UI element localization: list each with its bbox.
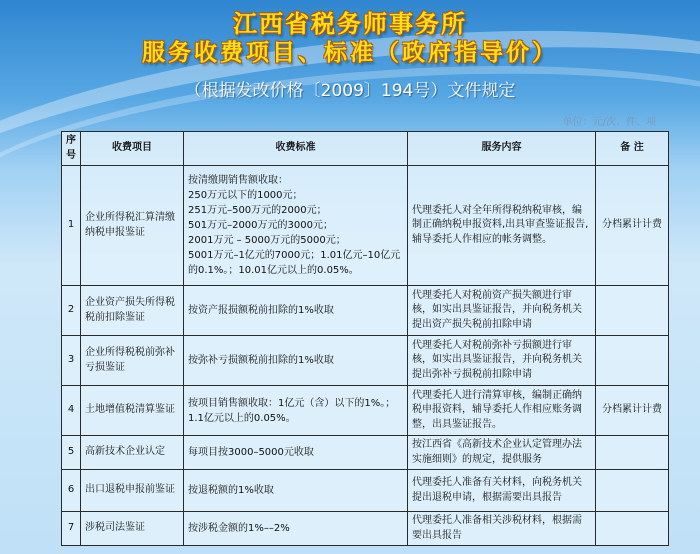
cell-standard — [184, 386, 408, 436]
cell-content: 代理委托人准备相关涉税材料，根据需要出具报告 — [408, 512, 596, 546]
cell-content: 按江西省《高新技术企业认定管理办法实施细则》的规定，提供服务 — [408, 436, 596, 470]
standard-line: 按退税额的1%收取 — [188, 485, 274, 496]
cell-note: 分档累计计费 — [596, 166, 669, 286]
cell-no: 3 — [62, 336, 81, 386]
cell-note: 分档累计计费 — [596, 386, 669, 436]
standard-line: 每项目按3000–5000元收取 — [188, 447, 314, 458]
cell-note — [596, 436, 669, 470]
standard-line: 5001万元–1亿元的7000元；1.01亿元–10亿元的0.1%。；10.01亿元以上的0.05%。 — [188, 250, 401, 276]
cell-standard — [184, 336, 408, 386]
cell-no: 2 — [62, 286, 81, 336]
header-item: 收费项目 — [81, 132, 184, 166]
cell-note — [596, 286, 669, 336]
cell-no: 6 — [62, 470, 81, 512]
header-note: 备 注 — [596, 132, 669, 166]
table-row — [62, 336, 669, 386]
unit-label: 单位：元/次、件、项 — [562, 117, 656, 128]
standard-line: 251万元–500万元的2000元； — [188, 205, 327, 216]
cell-note — [596, 336, 669, 386]
cell-content: 代理委托人对税前资产损失额进行审核，如实出具鉴证报告，并向税务机关提出资产损失税前扣除申请 — [408, 286, 596, 336]
standard-line: 按项目销售额收取：1亿元（含）以下的1%。；1.1亿元以上的0.05%。 — [188, 397, 396, 424]
page-title: 江西省税务师事务所 — [233, 10, 467, 38]
cell-item: 企业资产损失所得税税前扣除鉴证 — [81, 286, 184, 336]
standard-line: 按清缴期销售额收取： — [188, 175, 288, 186]
table-row — [62, 436, 669, 470]
table-row — [62, 470, 669, 512]
cell-content: 代理委托人对税前弥补亏损额进行审核，如实出具鉴证报告，并向税务机关提出弥补亏损税前扣除申请 — [408, 336, 596, 386]
cell-item: 土地增值税清算鉴证 — [81, 386, 184, 436]
document-basis: （根据发改价格〔2009〕194号）文件规定 — [184, 81, 516, 101]
cell-item: 出口退税申报前鉴证 — [81, 470, 184, 512]
cell-item: 高新技术企业认定 — [81, 436, 184, 470]
cell-item: 企业所得税汇算清缴纳税申报鉴证 — [81, 166, 184, 286]
standard-line: 按弥补亏损额税前扣除的1%收取 — [188, 355, 334, 366]
cell-item: 涉税司法鉴证 — [81, 512, 184, 546]
cell-note — [596, 470, 669, 512]
table-row — [62, 286, 669, 336]
table-row — [62, 166, 669, 286]
cell-content: 代理委托人准备有关材料，向税务机关提出退税申请，根据需要出具报告 — [408, 470, 596, 512]
header-content: 服务内容 — [408, 132, 596, 166]
cell-standard — [184, 436, 408, 470]
cell-standard — [184, 470, 408, 512]
table-header-row — [62, 132, 669, 166]
cell-standard — [184, 286, 408, 336]
page-subtitle-heading: 服务收费项目、标准（政府指导价） — [142, 40, 558, 66]
table-row — [62, 386, 669, 436]
standard-line: 2001万元 – 5000万元的5000元； — [188, 235, 346, 246]
cell-content: 代理委托人进行清算审核，编制正确纳税申报资料，辅导委托人作相应账务调整，出具鉴证报告。 — [408, 386, 596, 436]
standard-line: 501万元–2000万元的3000元； — [188, 220, 333, 231]
cell-note — [596, 512, 669, 546]
table-row — [62, 512, 669, 546]
cell-content: 代理委托人对全年所得税纳税审核，编制正确纳税申报资料,出具审查鉴证报告, 辅导委托人作相应的帐务调整。 — [408, 166, 596, 286]
header-standard: 收费标准 — [184, 132, 408, 166]
cell-no: 4 — [62, 386, 81, 436]
header-no: 序号 — [62, 132, 81, 166]
fee-table — [61, 131, 669, 546]
cell-no: 5 — [62, 436, 81, 470]
cell-standard — [184, 166, 408, 286]
cell-item: 企业所得税税前弥补亏损鉴证 — [81, 336, 184, 386]
standard-line: 按资产报损额税前扣除的1%收取 — [188, 305, 334, 316]
cell-no: 1 — [62, 166, 81, 286]
cell-no: 7 — [62, 512, 81, 546]
standard-line: 250万元以下的1000元； — [188, 190, 303, 201]
standard-line: 按涉税金额的1%––2% — [188, 523, 290, 534]
cell-standard — [184, 512, 408, 546]
